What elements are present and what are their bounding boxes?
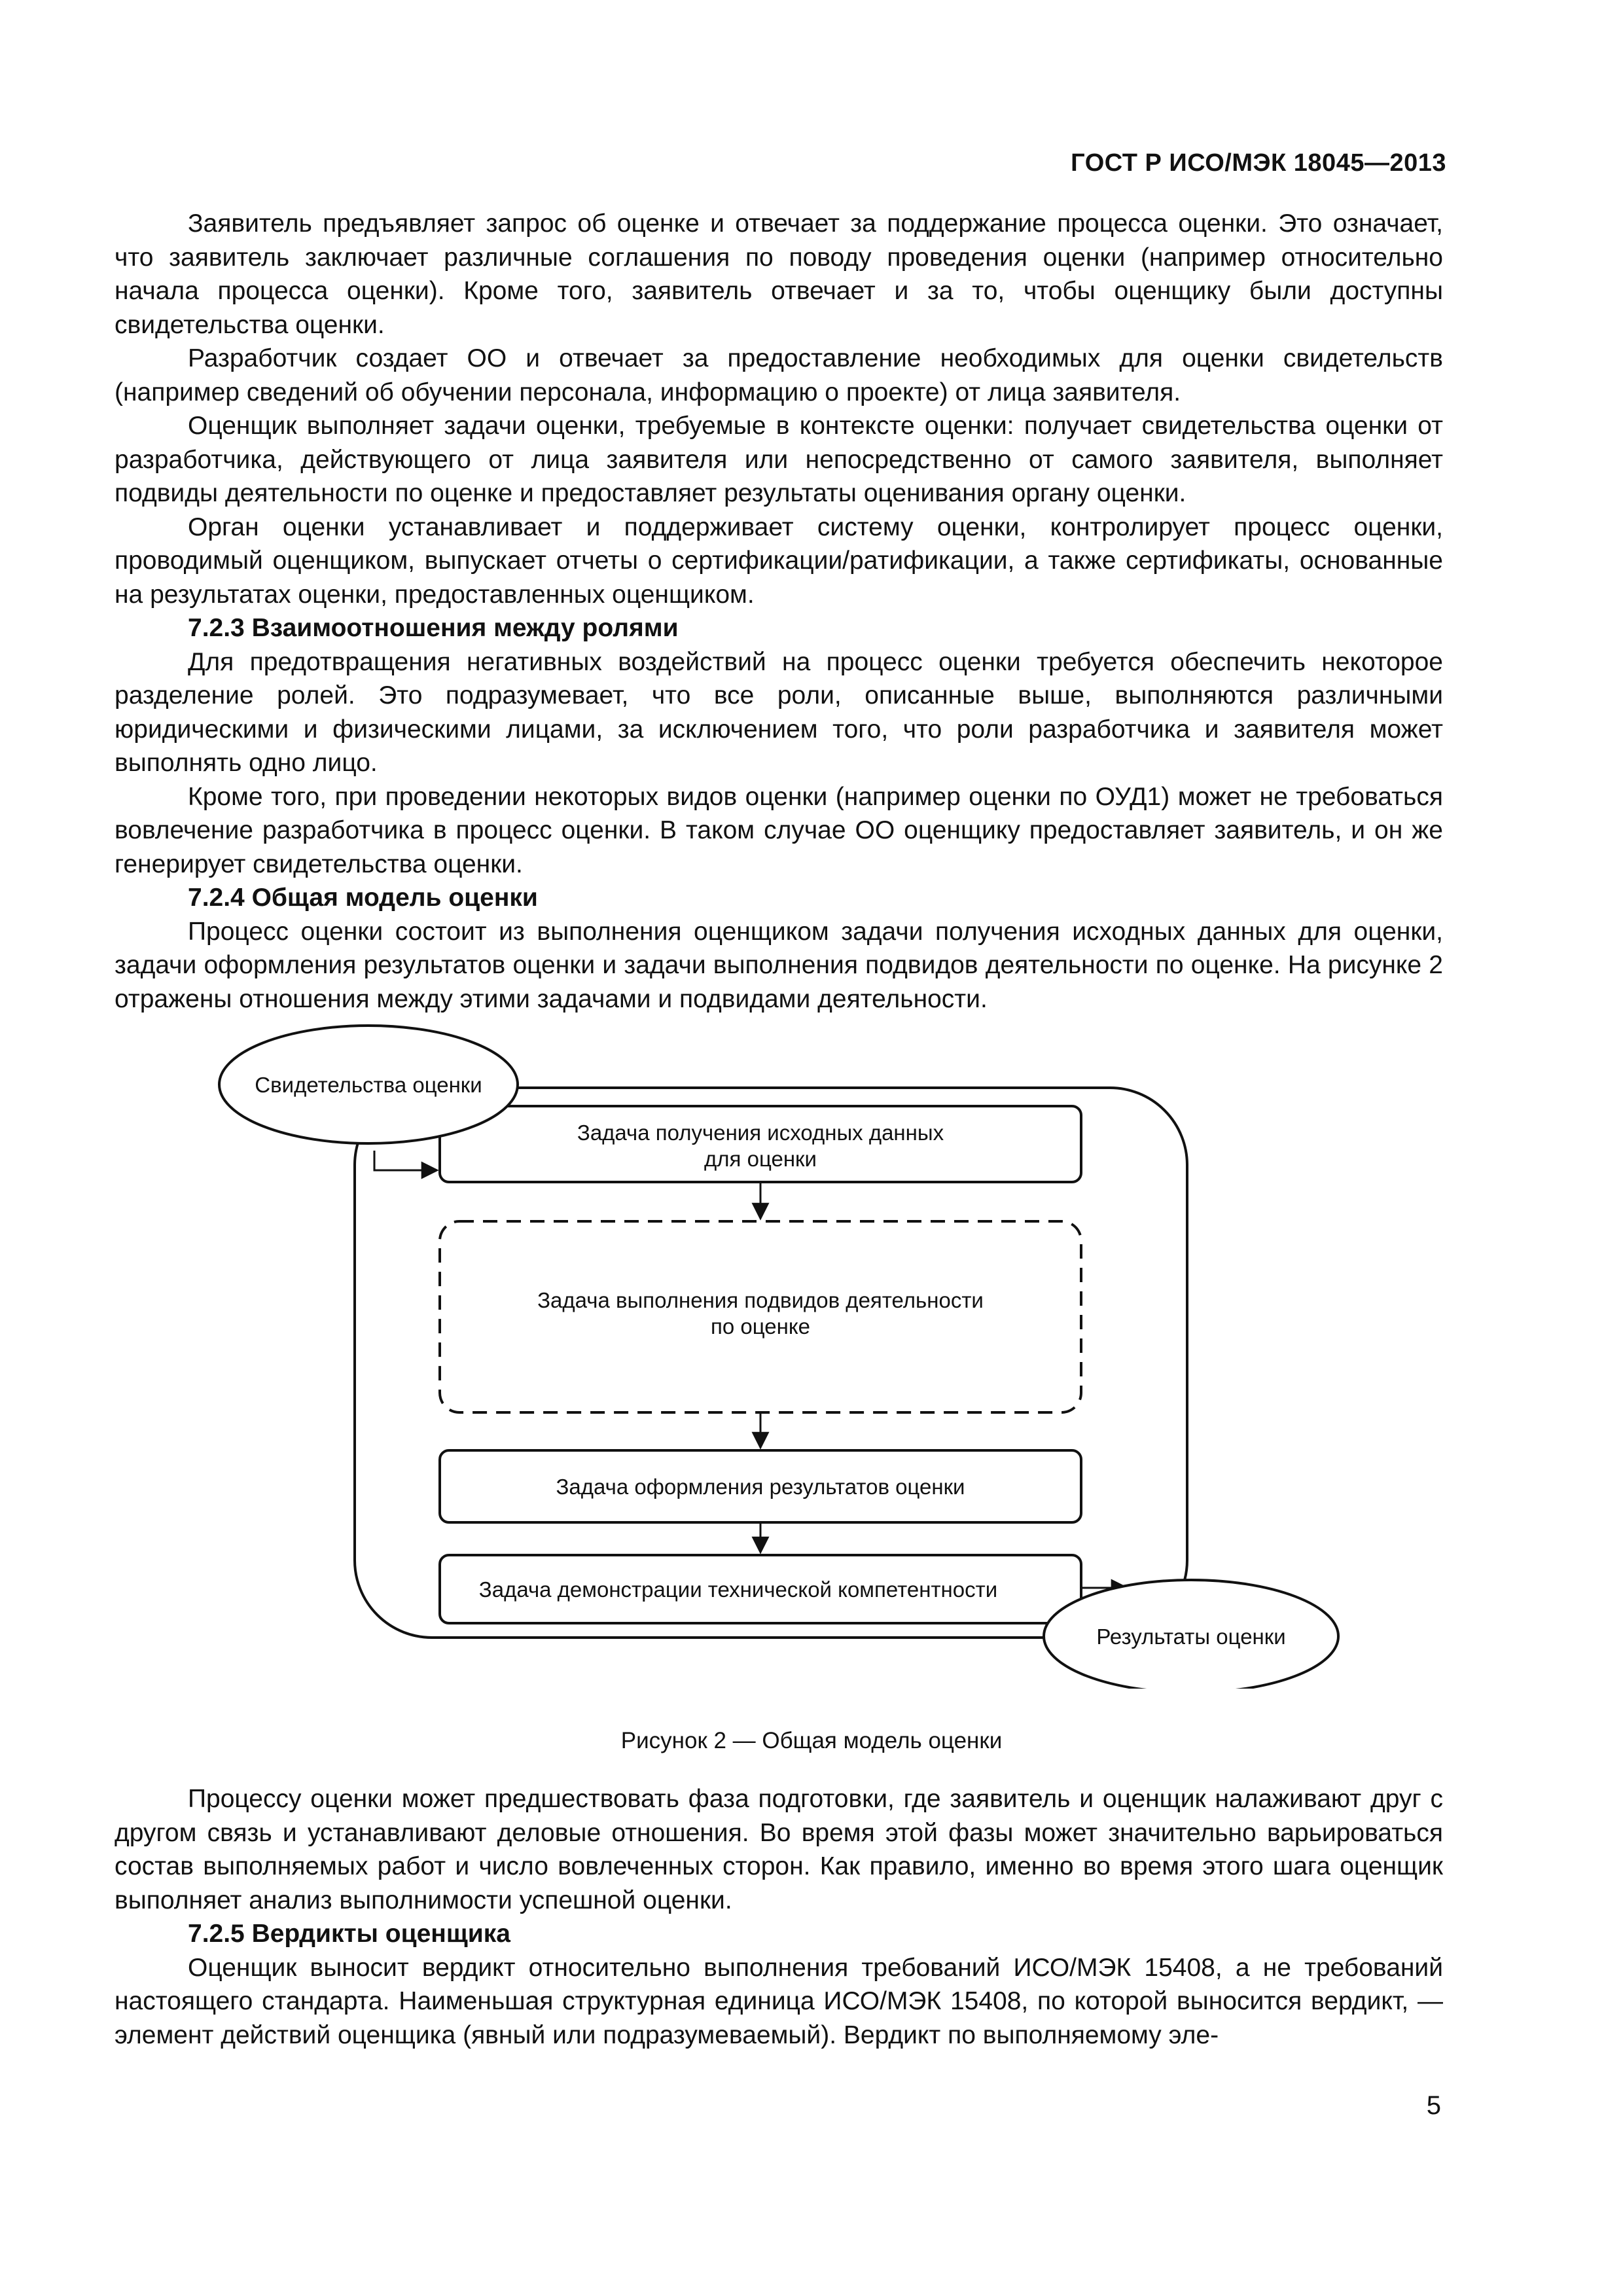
body-text-top	[115, 207, 1443, 1016]
paragraph: Орган оценки устанавливает и поддерживает систему оценки, контролирует процесс оценки, проводимый оценщиком, выпускает отчеты о сертификации/ратификации, а также сертификаты, основанные на результатах оценки, предоставленных оценщиком.	[115, 512, 1443, 609]
paragraph: Оценщик выносит вердикт относительно выполнения требований ИСО/МЭК 15408, а не требований настоящего стандарта. Наименьшая структурная единица ИСО/МЭК 15408, по которой выносится вердикт, — элемент действий оценщика (явный или подразумеваемый). Вердикт по выполняемому эле-	[115, 1953, 1443, 2049]
body-text-bottom	[115, 1782, 1443, 2052]
document-header: ГОСТ Р ИСО/МЭК 18045—2013	[1071, 149, 1446, 177]
page-number: 5	[1426, 2091, 1441, 2120]
task-output-label: Задача оформления результатов оценки	[556, 1475, 965, 1499]
paragraph: Оценщик выполняет задачи оценки, требуемые в контексте оценки: получает свидетельства оценки от разработчика, действующего от лица заявителя или непосредственно от самого заявителя, выполняет подвиды деятельности по оценке и предоставляет результаты оценивания органу оценки.	[115, 412, 1443, 507]
section-heading-7-2-5: 7.2.5 Вердикты оценщика	[188, 1920, 510, 1948]
figure-caption: Рисунок 2 — Общая модель оценки	[620, 1728, 1003, 1753]
paragraph: Процессу оценки может предшествовать фаза подготовки, где заявитель и оценщик налаживают друг с другом связь и устанавливают деловые отношения. Во время этой фазы может значительно варьироваться состав выполняемых работ и число вовлеченных сторон. Как правило, именно во время этого шага оценщик выполняет анализ выполнимости успешной оценки.	[115, 1785, 1443, 1914]
diagram-svg	[209, 1021, 1348, 1689]
paragraph: Кроме того, при проведении некоторых видов оценки (например оценки по ОУД1) может не требоваться вовлечение разработчика в процесс оценки. В таком случае ОО оценщику предоставляет заявитель, и он же генерирует свидетельства оценки.	[115, 782, 1443, 878]
arrow-evidence-to-input	[374, 1151, 437, 1170]
section-heading-7-2-3: 7.2.3 Взаимоотношения между ролями	[188, 614, 679, 642]
task-subactivities-label-line1: Задача выполнения подвидов деятельности	[537, 1288, 984, 1312]
task-input-label-line1: Задача получения исходных данных	[577, 1121, 944, 1145]
figure-evaluation-model	[209, 1021, 1348, 1689]
task-competence-label: Задача демонстрации технической компетентности	[478, 1577, 998, 1602]
task-input-label-line2: для оценки	[704, 1147, 817, 1171]
paragraph: Для предотвращения негативных воздействий на процесс оценки требуется обеспечить некоторое разделение ролей. Это подразумевает, что все роли, описанные выше, выполняются различными юридическими и физическими лицами, за исключением того, что роли разработчика и заявителя может выполнять одно лицо.	[115, 647, 1443, 777]
results-label: Результаты оценки	[1096, 1624, 1286, 1649]
evidence-label: Свидетельства оценки	[255, 1073, 482, 1097]
paragraph: Заявитель предъявляет запрос об оценке и отвечает за поддержание процесса оценки. Это означает, что заявитель заключает различные соглашения по поводу проведения оценки (например относительно начала процесса оценки). Кроме того, заявитель отвечает и за то, чтобы оценщику были доступны свидетельства оценки.	[115, 209, 1443, 339]
paragraph: Разработчик создает ОО и отвечает за предоставление необходимых для оценки свидетельств (например сведений об обучении персонала, информацию о проекте) от лица заявителя.	[115, 344, 1443, 406]
paragraph: Процесс оценки состоит из выполнения оценщиком задачи получения исходных данных для оценки, задачи оформления результатов оценки и задачи выполнения подвидов деятельности по оценке. На рисунке 2 отражены отношения между этими задачами и подвидами деятельности.	[115, 917, 1443, 1013]
section-heading-7-2-4: 7.2.4 Общая модель оценки	[188, 884, 538, 912]
task-subactivities-label-line2: по оценке	[710, 1314, 811, 1338]
